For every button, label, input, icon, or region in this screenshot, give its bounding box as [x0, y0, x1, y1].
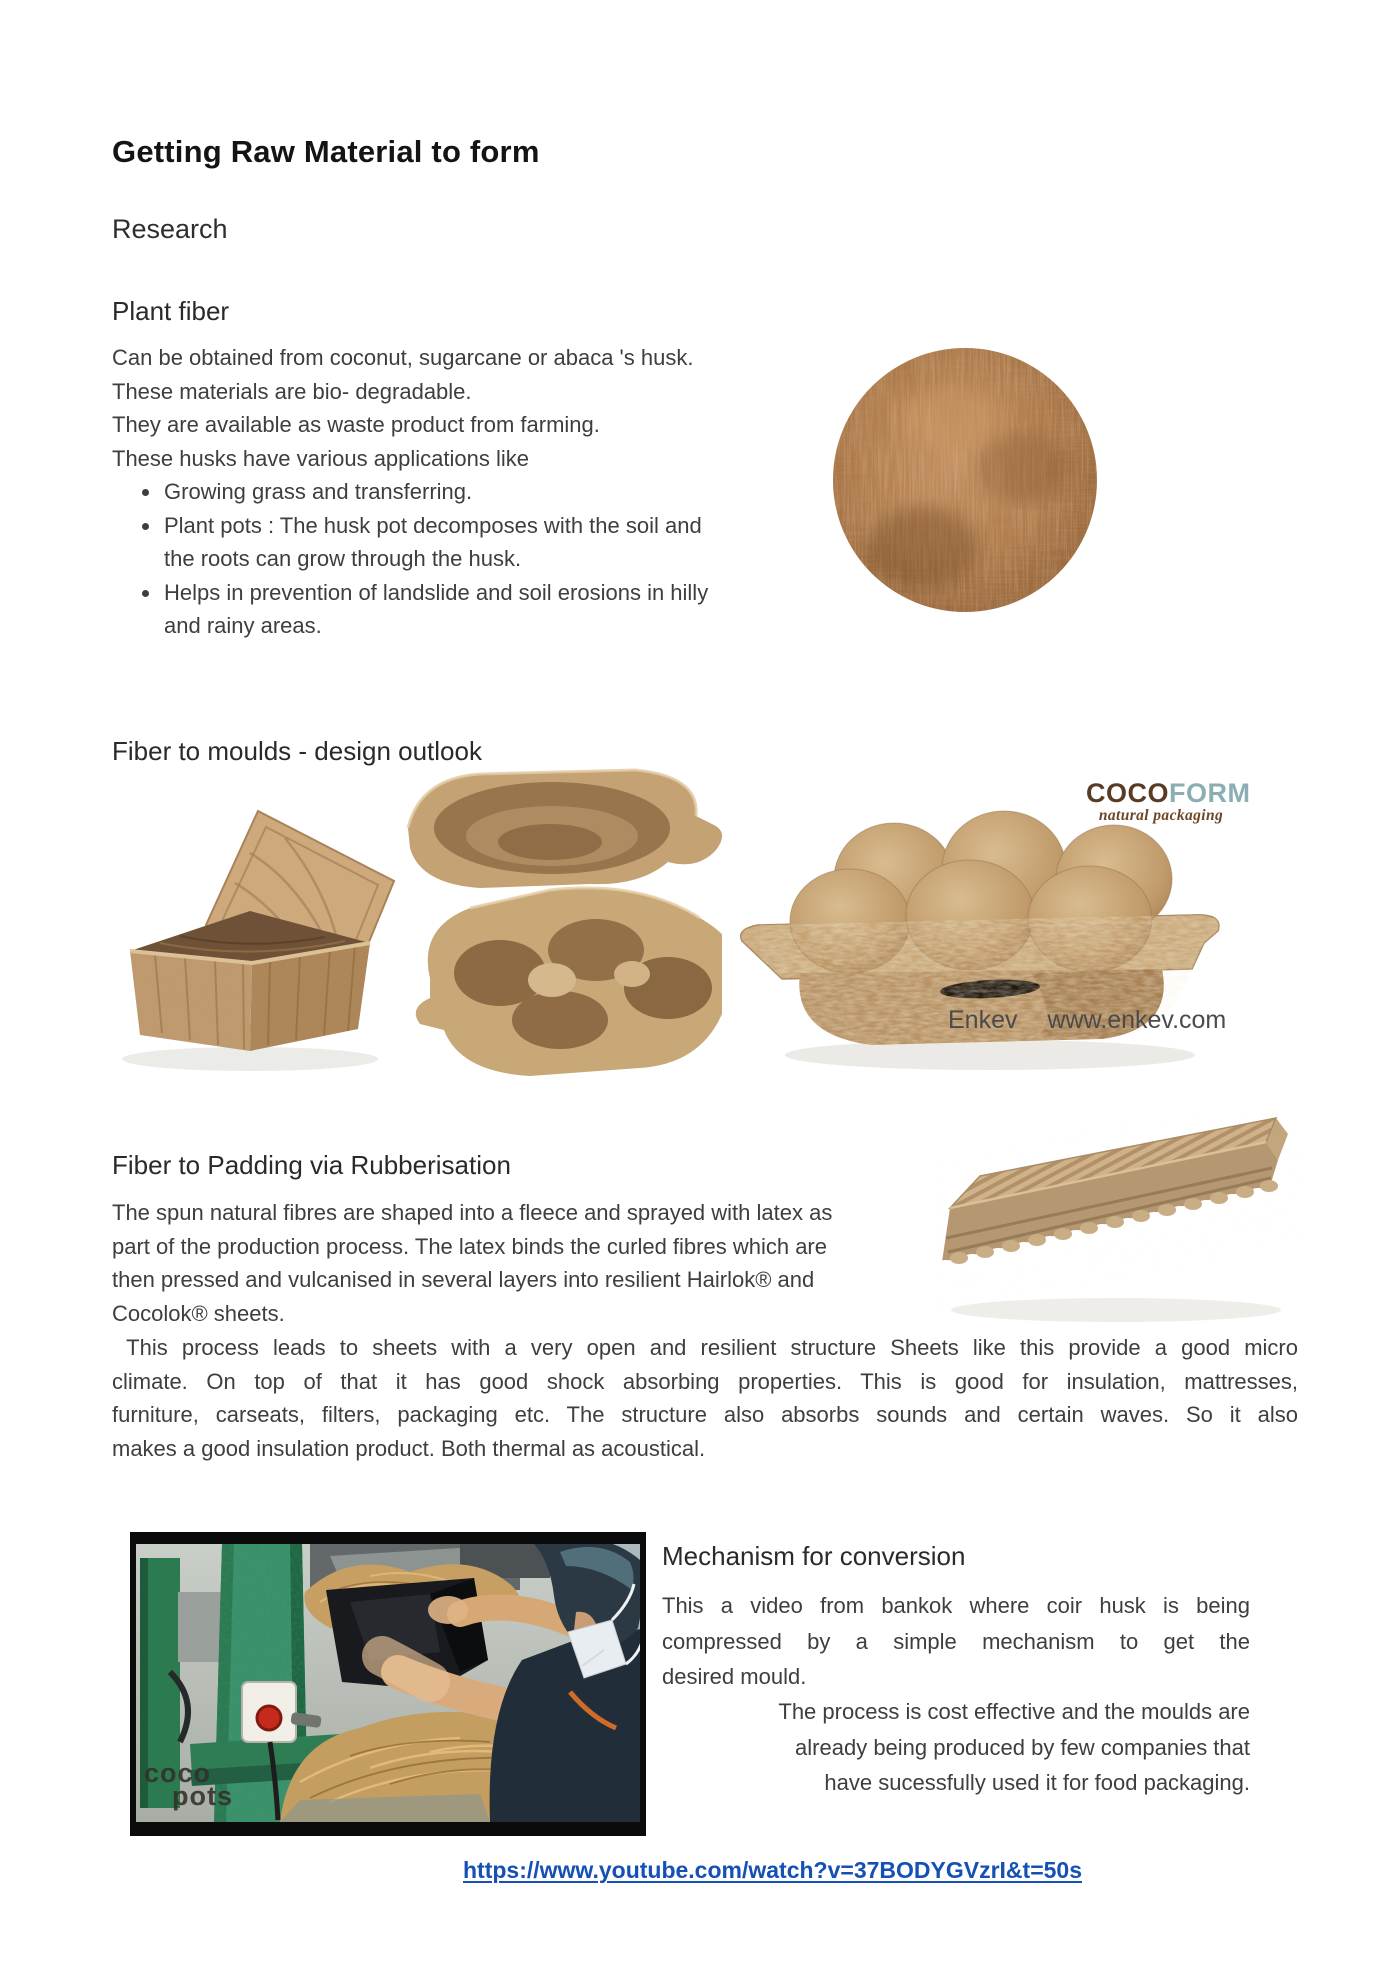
rubberisation-heading: Fiber to Padding via Rubberisation — [112, 1150, 511, 1180]
text-line: part of the production process. The latex binds the curled fibres which are — [112, 1233, 827, 1259]
text-line: Cocolok® sheets. — [112, 1300, 285, 1326]
youtube-link-row — [463, 1857, 1082, 1884]
coir-trays-photo — [400, 768, 752, 1095]
text-line: makes a good insulation product. Both thermal as acoustical. — [112, 1435, 706, 1461]
bullet-item — [162, 509, 772, 576]
plant-fiber-bullet-list — [112, 475, 772, 643]
front-tray — [400, 878, 752, 1090]
text-line: and rainy areas. — [164, 613, 322, 638]
bullet-item — [162, 576, 772, 643]
text-line: then pressed and vulcanised in several layers into resilient Hairlok® and — [112, 1267, 815, 1292]
sheet — [936, 1112, 1300, 1305]
enkev-brand: Enkev — [948, 1006, 1018, 1034]
page-title: Getting Raw Material to form — [112, 134, 540, 169]
youtube-link[interactable]: https://www.youtube.com/watch?v=37BODYGVzrI&t=50s — [463, 1857, 1083, 1883]
text-line: already being produced by few companies that — [795, 1734, 1250, 1760]
cocoform-logo-form: FORM — [1169, 778, 1251, 808]
rubberised-sheet-photo — [936, 1112, 1300, 1341]
text-line: have sucessfully used it for food packaging. — [824, 1770, 1250, 1795]
text-line: climate. On top of that it has good shock absorbing properties. This is good for insulation, mattresses, — [112, 1368, 1298, 1394]
cocopots-logo-line1: coco — [144, 1758, 212, 1788]
back-tray — [408, 770, 722, 888]
mechanism-paragraph-2 — [662, 1694, 1250, 1801]
plant-fiber-paragraph — [112, 341, 772, 643]
text-line: the roots can grow through the husk. — [164, 546, 522, 571]
video-still-coir-press — [130, 1532, 646, 1836]
text-line: This process leads to sheets with a very open and resilient structure Sheets like this provide a good micro — [112, 1335, 1298, 1360]
image-caption-enkev — [948, 1006, 1226, 1035]
mechanism-heading: Mechanism for conversion — [662, 1541, 966, 1571]
moulds-heading: Fiber to moulds - design outlook — [112, 736, 482, 766]
coir-box-photo — [100, 793, 405, 1090]
cocopots-logo-line2: pots — [172, 1781, 233, 1811]
text-line: Can be obtained from coconut, sugarcane or abaca 's husk. — [112, 345, 694, 370]
plant-fiber-heading: Plant fiber — [112, 296, 230, 326]
cocopots-logo — [144, 1758, 233, 1811]
text-line: furniture, carseats, filters, packaging etc. The structure also absorbs sounds and certain waves. So it also — [112, 1402, 1298, 1427]
text-line: • Growing grass and transferring. — [164, 479, 473, 504]
text-line: desired mould. — [662, 1664, 807, 1689]
text-line: The spun natural fibres are shaped into a fleece and sprayed with latex as — [112, 1200, 833, 1225]
text-line: They are available as waste product from farming. — [112, 412, 600, 437]
text-line: The process is cost effective and the moulds are — [778, 1699, 1250, 1724]
text-line: This a video from bankok where coir husk is being — [662, 1593, 1250, 1618]
cocoform-logo-coco: COCO — [1086, 778, 1169, 808]
text-line: • Plant pots : The husk pot decomposes with the soil and — [164, 512, 702, 538]
page-subtitle: Research — [112, 214, 228, 244]
enkev-url: www.enkev.com — [1047, 1006, 1227, 1034]
cocoform-logo — [1086, 778, 1251, 825]
rubberisation-paragraph-1 — [112, 1196, 942, 1330]
text-line: • Helps in prevention of landslide and soil erosions in hilly — [164, 579, 709, 605]
coir-fiber-photo — [833, 348, 1097, 612]
text-line: These materials are bio- degradable. — [112, 378, 472, 404]
mechanism-paragraph-1 — [662, 1588, 1250, 1695]
text-line: These husks have various applications like — [112, 445, 530, 471]
red-button — [257, 1706, 281, 1730]
bullet-item — [162, 475, 772, 509]
rubberisation-paragraph-2 — [112, 1331, 1298, 1465]
cocoform-logo-tagline: natural packaging — [1098, 807, 1224, 825]
text-line: compressed by a simple mechanism to get the — [662, 1628, 1250, 1654]
